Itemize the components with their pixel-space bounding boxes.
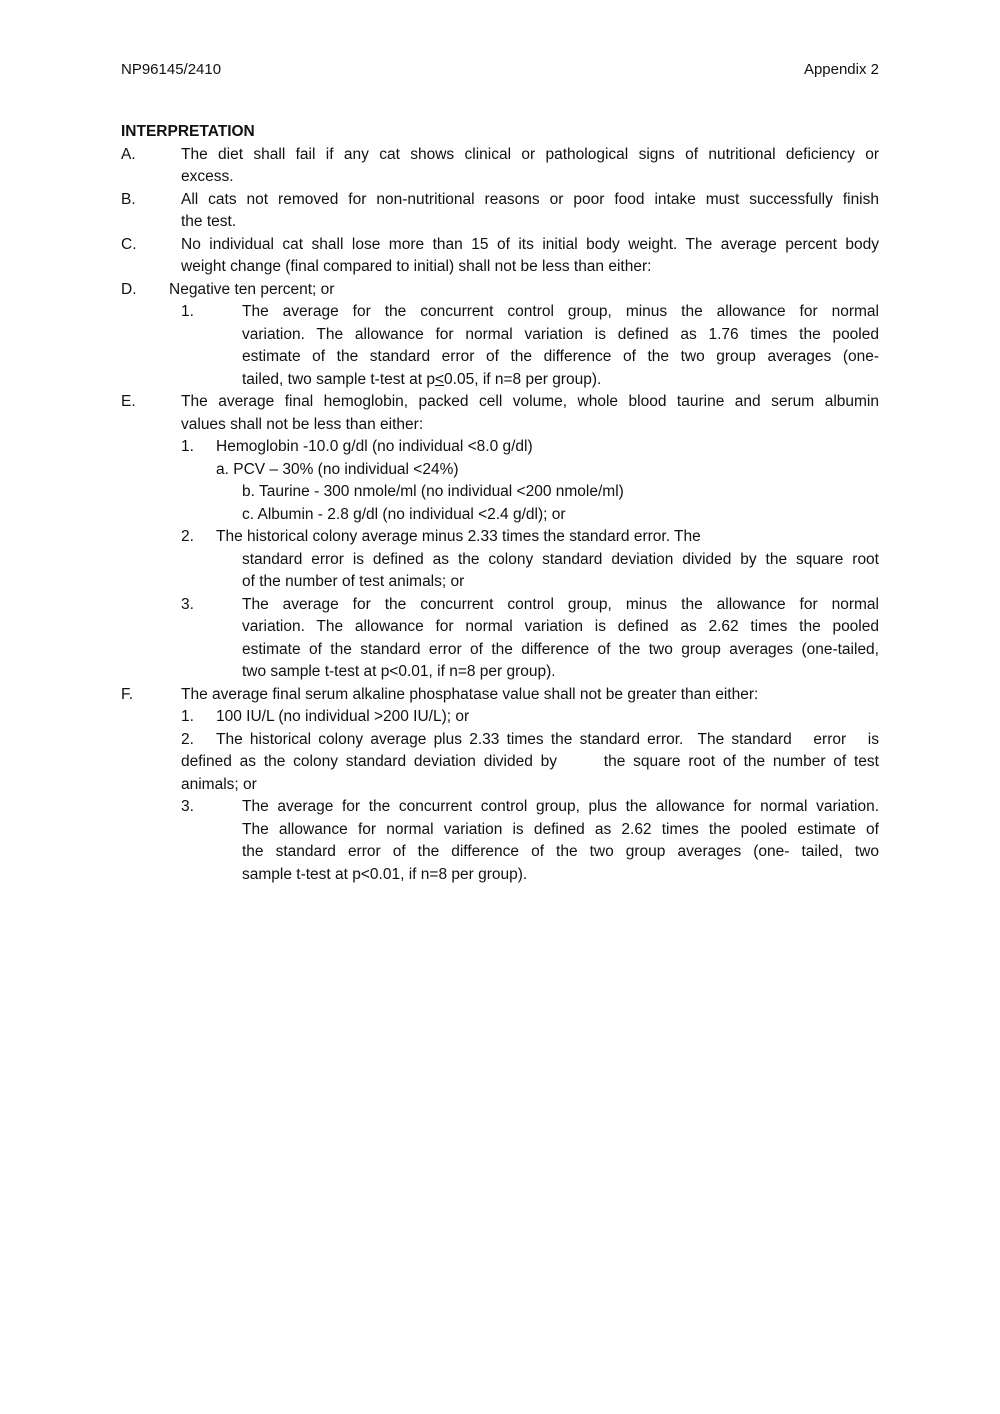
item-f2-text: defined as the colony standard deviation divided by the square root of the number of test [181, 753, 879, 770]
item-e-marker: E. [121, 393, 136, 410]
less-equal-symbol: < [434, 370, 445, 388]
item-b-line [121, 189, 879, 212]
item-e3-text: estimate of the standard error of the difference of the two group averages (one-tailed, [242, 640, 879, 658]
item-a-line [121, 144, 879, 167]
item-f2-line [121, 774, 879, 797]
item-b-marker: B. [121, 190, 136, 208]
item-e1b-line [121, 481, 879, 504]
item-d1-line [121, 369, 879, 392]
item-e1a-text: a. PCV – 30% (no individual <24%) [216, 460, 459, 478]
item-f3-text: the standard error of the difference of the two group averages (one- tailed, two [242, 843, 879, 860]
item-d-line [121, 279, 879, 302]
item-e-text: The average final hemoglobin, packed cell volume, whole blood taurine and serum albumin [181, 393, 879, 410]
item-e2-line [121, 526, 879, 549]
item-e-line [121, 414, 879, 437]
item-c-marker: C. [121, 235, 137, 253]
item-f3-line [121, 864, 879, 887]
item-f1-marker: 1. [181, 708, 194, 725]
document-number: NP96145/2410 [121, 61, 222, 78]
page-header [121, 61, 879, 83]
item-e2-text: The historical colony average minus 2.33 times the standard error. The [216, 528, 701, 545]
item-d1-text: estimate of the standard error of the difference of the two group averages (one- [242, 348, 879, 365]
item-d1-line [121, 301, 879, 324]
item-c-text: No individual cat shall lose more than 15 of its initial body weight. The average percent body [181, 235, 879, 253]
item-e3-marker: 3. [181, 595, 194, 613]
item-b-text-cont: the test. [181, 213, 237, 230]
item-d-text: Negative ten percent; or [169, 280, 335, 298]
interpretation-section [121, 121, 879, 886]
item-e2-text: standard error is defined as the colony standard deviation divided by the square root [242, 550, 879, 568]
item-f3-text-end: sample t-test at p<0.01, if n=8 per group). [242, 865, 528, 883]
d1-text-part: tailed, two sample t-test at p [242, 370, 435, 388]
item-e2-marker: 2. [181, 528, 194, 545]
item-f1-text: 100 IU/L (no individual >200 IU/L); or [216, 708, 470, 725]
item-e3-line [121, 661, 879, 684]
item-f3-line [121, 841, 879, 864]
item-c-line [121, 234, 879, 257]
item-f3-line [121, 819, 879, 842]
item-e1b-text: b. Taurine - 300 nmole/ml (no individual <200 nmole/ml) [242, 483, 624, 500]
item-b-line [121, 211, 879, 234]
item-d1-line [121, 324, 879, 347]
item-e3-text-end: two sample t-test at p<0.01, if n=8 per group). [242, 663, 556, 680]
item-e2-line [121, 549, 879, 572]
item-e3-text: The average for the concurrent control group, minus the allowance for normal [242, 595, 879, 613]
item-e3-line [121, 639, 879, 662]
item-f-marker: F. [121, 685, 134, 703]
item-f2-text-end: animals; or [181, 775, 257, 793]
item-f2-line [121, 751, 879, 774]
item-c-line [121, 256, 879, 279]
item-d-marker: D. [121, 280, 137, 298]
item-f3-marker: 3. [181, 798, 194, 815]
item-e2-text-end: of the number of test animals; or [242, 573, 465, 590]
item-c-text-cont: weight change (final compared to initial) shall not be less than either: [181, 258, 652, 275]
item-e3-line [121, 594, 879, 617]
item-f-text: The average final serum alkaline phosphatase value shall not be greater than either: [181, 685, 759, 703]
item-a-marker: A. [121, 145, 136, 163]
item-f3-text: The allowance for normal variation is defined as 2.62 times the pooled estimate of [242, 820, 879, 838]
item-e2-line [121, 571, 879, 594]
item-f2-marker: 2. [181, 730, 194, 748]
item-f-line [121, 684, 879, 707]
item-a-text-cont: excess. [181, 168, 234, 185]
item-d1-text: variation. The allowance for normal variation is defined as 1.76 times the pooled [242, 325, 879, 343]
item-e1-marker: 1. [181, 438, 194, 455]
item-d1-line [121, 346, 879, 369]
item-d1-marker: 1. [181, 303, 194, 320]
item-f2-text: The historical colony average plus 2.33 times the standard error. The standard error is [216, 730, 879, 748]
item-e1-line [121, 436, 879, 459]
item-e-text-cont: values shall not be less than either: [181, 415, 424, 433]
item-e1a-line [121, 459, 879, 482]
item-e3-line [121, 616, 879, 639]
item-e3-text: variation. The allowance for normal variation is defined as 2.62 times the pooled [242, 618, 879, 635]
d1-text-part: 0.05, if n=8 per group). [444, 370, 602, 388]
item-e1c-text: c. Albumin - 2.8 g/dl (no individual <2.4 g/dl); or [242, 505, 566, 523]
section-title: INTERPRETATION [121, 123, 255, 140]
item-f3-text: The average for the concurrent control group, plus the allowance for normal variation. [242, 798, 879, 815]
item-f1-line [121, 706, 879, 729]
item-e1-text: Hemoglobin -10.0 g/dl (no individual <8.0 g/dl) [216, 438, 533, 455]
item-a-line [121, 166, 879, 189]
item-a-text: The diet shall fail if any cat shows clinical or pathological signs of nutritional deficiency or [181, 145, 879, 163]
item-e1c-line [121, 504, 879, 527]
item-d1-text-end [242, 369, 601, 392]
appendix-label: Appendix 2 [803, 61, 879, 78]
item-f2-line [121, 729, 879, 752]
item-b-text: All cats not removed for non-nutritional reasons or poor food intake must successfully finish [181, 190, 879, 208]
item-f3-line [121, 796, 879, 819]
item-e-line [121, 391, 879, 414]
item-d1-text: The average for the concurrent control group, minus the allowance for normal [242, 303, 879, 320]
